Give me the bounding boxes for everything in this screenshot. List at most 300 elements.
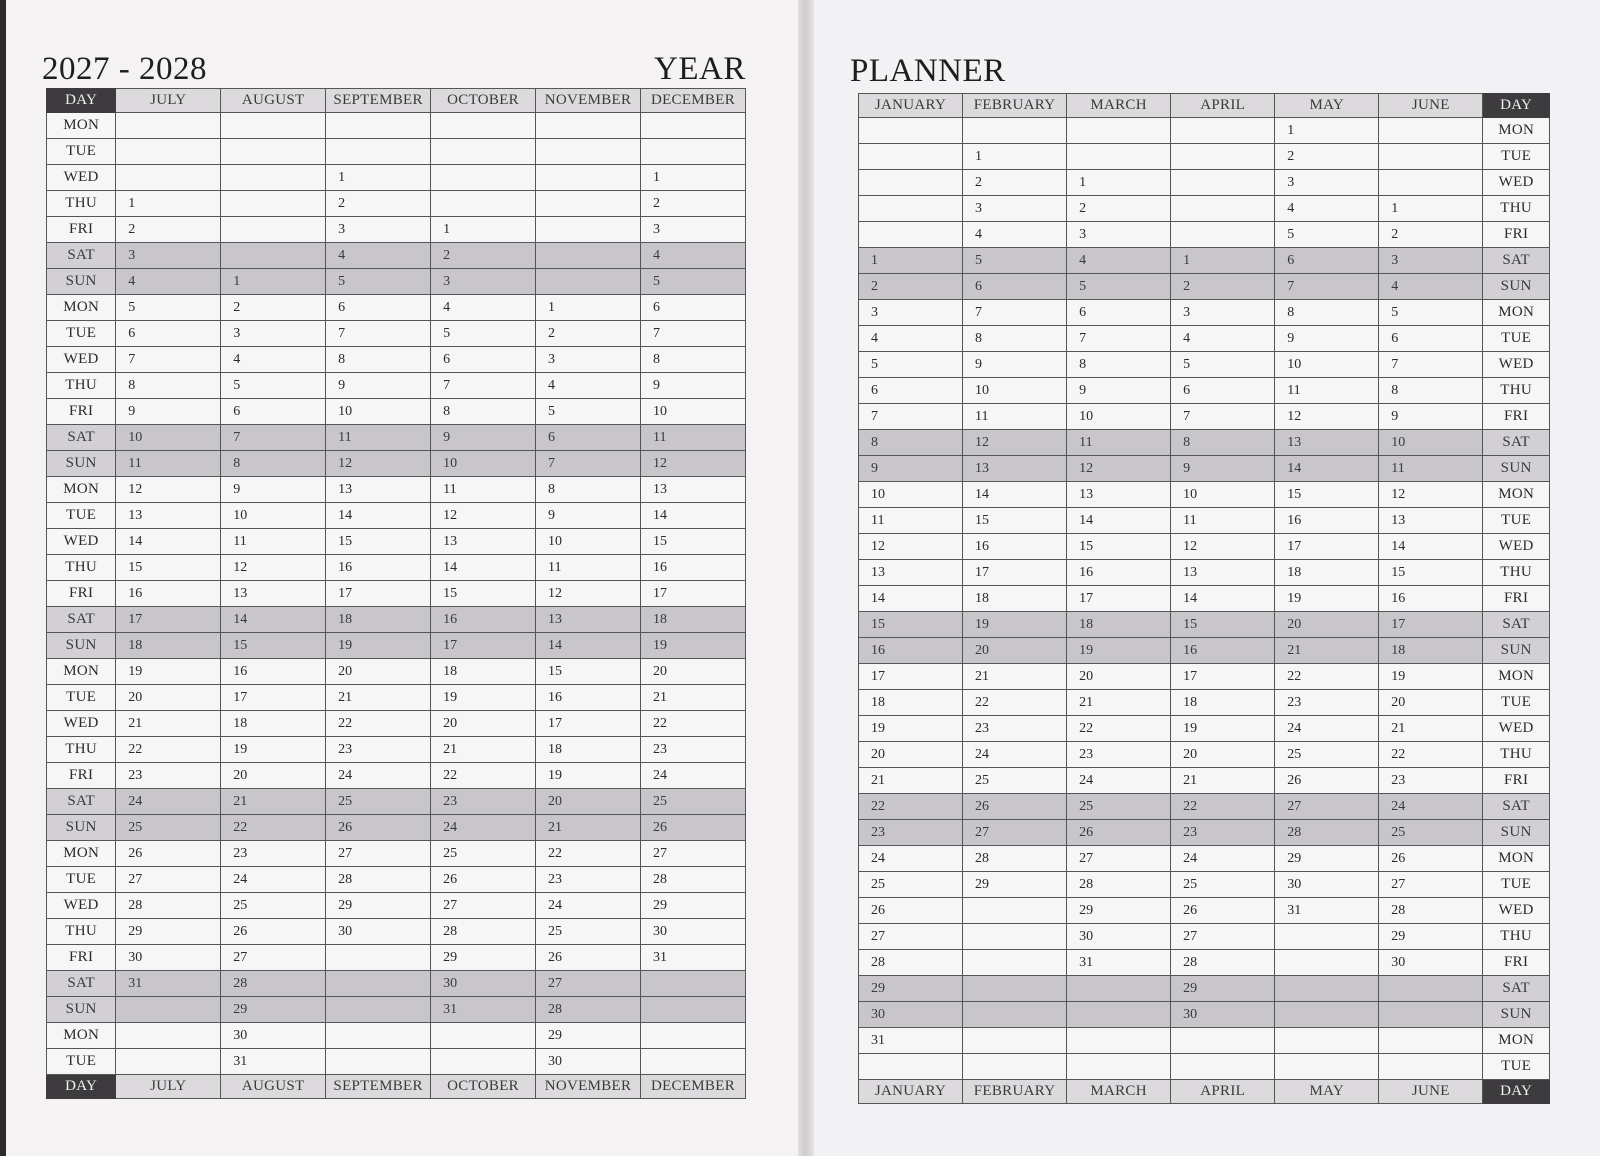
date-cell: 14 <box>326 503 431 529</box>
date-cell: 7 <box>431 373 536 399</box>
date-cell: 21 <box>326 685 431 711</box>
date-cell: 22 <box>640 711 745 737</box>
date-cell: 14 <box>221 607 326 633</box>
month-header-january: JANUARY <box>859 1080 963 1104</box>
date-cell <box>859 118 963 144</box>
date-cell: 6 <box>963 274 1067 300</box>
table-row <box>47 347 746 373</box>
date-cell: 4 <box>326 243 431 269</box>
table-row <box>47 815 746 841</box>
date-cell: 23 <box>963 716 1067 742</box>
date-cell: 2 <box>431 243 536 269</box>
date-cell <box>1171 222 1275 248</box>
date-cell <box>536 113 641 139</box>
date-cell: 28 <box>431 919 536 945</box>
date-cell: 7 <box>1379 352 1483 378</box>
date-cell: 6 <box>326 295 431 321</box>
date-cell: 27 <box>859 924 963 950</box>
date-cell: 15 <box>640 529 745 555</box>
date-cell: 13 <box>1171 560 1275 586</box>
date-cell: 21 <box>963 664 1067 690</box>
date-cell: 7 <box>221 425 326 451</box>
date-cell: 1 <box>116 191 221 217</box>
weekday-label: WED <box>1483 170 1550 196</box>
date-cell: 28 <box>1171 950 1275 976</box>
date-cell: 28 <box>1379 898 1483 924</box>
date-cell <box>431 191 536 217</box>
date-cell: 16 <box>221 659 326 685</box>
date-cell: 22 <box>221 815 326 841</box>
table-row <box>47 1023 746 1049</box>
date-cell: 30 <box>1171 1002 1275 1028</box>
date-cell: 25 <box>1275 742 1379 768</box>
date-cell: 18 <box>1379 638 1483 664</box>
date-cell: 12 <box>1275 404 1379 430</box>
date-cell <box>221 165 326 191</box>
date-cell: 13 <box>1379 508 1483 534</box>
date-cell: 28 <box>963 846 1067 872</box>
date-cell: 9 <box>116 399 221 425</box>
weekday-label: TUE <box>1483 1054 1550 1080</box>
date-cell: 2 <box>326 191 431 217</box>
weekday-label: TUE <box>1483 872 1550 898</box>
date-cell: 17 <box>1379 612 1483 638</box>
date-cell: 31 <box>1275 898 1379 924</box>
date-cell: 3 <box>221 321 326 347</box>
date-cell: 22 <box>116 737 221 763</box>
weekday-label: FRI <box>1483 950 1550 976</box>
date-cell: 7 <box>116 347 221 373</box>
weekday-label: TUE <box>1483 508 1550 534</box>
date-cell: 24 <box>640 763 745 789</box>
date-cell <box>116 165 221 191</box>
date-cell: 19 <box>1379 664 1483 690</box>
date-cell: 31 <box>640 945 745 971</box>
table-row <box>859 456 1550 482</box>
month-header-november: NOVEMBER <box>536 1075 641 1099</box>
date-cell: 14 <box>116 529 221 555</box>
date-cell: 14 <box>1171 586 1275 612</box>
date-cell: 13 <box>640 477 745 503</box>
date-cell <box>640 997 745 1023</box>
date-cell <box>963 976 1067 1002</box>
date-cell: 19 <box>536 763 641 789</box>
table-row <box>47 685 746 711</box>
date-cell <box>116 1049 221 1075</box>
date-cell: 11 <box>536 555 641 581</box>
date-cell: 21 <box>1275 638 1379 664</box>
date-cell: 30 <box>326 919 431 945</box>
page-title-years: 2027 - 2028 <box>42 51 207 87</box>
weekday-label: FRI <box>47 399 116 425</box>
weekday-label: TUE <box>1483 144 1550 170</box>
date-cell: 25 <box>221 893 326 919</box>
table-row <box>859 352 1550 378</box>
date-cell: 13 <box>536 607 641 633</box>
table-row <box>47 295 746 321</box>
date-cell: 16 <box>326 555 431 581</box>
date-cell <box>221 217 326 243</box>
date-cell: 31 <box>1067 950 1171 976</box>
date-cell: 20 <box>640 659 745 685</box>
date-cell: 6 <box>859 378 963 404</box>
date-cell: 18 <box>1275 560 1379 586</box>
date-cell <box>116 139 221 165</box>
date-cell: 13 <box>326 477 431 503</box>
date-cell: 23 <box>1067 742 1171 768</box>
month-header-july: JULY <box>116 89 221 113</box>
date-cell: 27 <box>1275 794 1379 820</box>
date-cell <box>221 243 326 269</box>
date-cell: 4 <box>1379 274 1483 300</box>
month-header-row-top <box>859 94 1550 118</box>
date-cell: 20 <box>326 659 431 685</box>
month-header-april: APRIL <box>1171 94 1275 118</box>
date-cell: 7 <box>1275 274 1379 300</box>
date-cell: 30 <box>536 1049 641 1075</box>
date-cell <box>1171 1028 1275 1054</box>
date-cell: 19 <box>221 737 326 763</box>
date-cell: 4 <box>431 295 536 321</box>
date-cell: 15 <box>536 659 641 685</box>
date-cell: 25 <box>116 815 221 841</box>
date-cell: 13 <box>963 456 1067 482</box>
date-cell: 12 <box>1067 456 1171 482</box>
date-cell: 5 <box>431 321 536 347</box>
date-cell: 8 <box>536 477 641 503</box>
date-cell: 5 <box>1275 222 1379 248</box>
date-cell: 20 <box>1067 664 1171 690</box>
weekday-label: THU <box>1483 924 1550 950</box>
date-cell: 5 <box>221 373 326 399</box>
date-cell: 2 <box>963 170 1067 196</box>
date-cell <box>1275 1002 1379 1028</box>
date-cell: 10 <box>1067 404 1171 430</box>
date-cell: 21 <box>640 685 745 711</box>
date-cell: 20 <box>859 742 963 768</box>
right-planner-table <box>858 93 1550 1104</box>
table-row <box>47 919 746 945</box>
date-cell: 15 <box>326 529 431 555</box>
date-cell: 20 <box>431 711 536 737</box>
table-row <box>859 612 1550 638</box>
date-cell: 12 <box>116 477 221 503</box>
date-cell: 30 <box>1379 950 1483 976</box>
date-cell <box>1171 1054 1275 1080</box>
month-header-march: MARCH <box>1067 94 1171 118</box>
date-cell <box>859 144 963 170</box>
date-cell: 24 <box>1275 716 1379 742</box>
date-cell: 27 <box>116 867 221 893</box>
date-cell: 17 <box>859 664 963 690</box>
date-cell <box>326 945 431 971</box>
date-cell: 29 <box>1067 898 1171 924</box>
table-row <box>47 945 746 971</box>
date-cell <box>431 165 536 191</box>
weekday-label: THU <box>1483 196 1550 222</box>
date-cell: 13 <box>859 560 963 586</box>
date-cell: 10 <box>536 529 641 555</box>
date-cell: 29 <box>221 997 326 1023</box>
date-cell: 10 <box>1379 430 1483 456</box>
date-cell: 16 <box>1275 508 1379 534</box>
month-header-december: DECEMBER <box>640 89 745 113</box>
weekday-label: SAT <box>47 789 116 815</box>
date-cell: 11 <box>640 425 745 451</box>
date-cell: 29 <box>326 893 431 919</box>
date-cell: 13 <box>431 529 536 555</box>
date-cell: 24 <box>326 763 431 789</box>
date-cell: 19 <box>859 716 963 742</box>
table-row <box>859 950 1550 976</box>
date-cell: 28 <box>536 997 641 1023</box>
table-row <box>47 711 746 737</box>
weekday-label: SUN <box>1483 820 1550 846</box>
date-cell: 9 <box>963 352 1067 378</box>
date-cell: 28 <box>859 950 963 976</box>
date-cell: 28 <box>326 867 431 893</box>
date-cell: 26 <box>431 867 536 893</box>
table-row <box>47 269 746 295</box>
date-cell <box>963 950 1067 976</box>
date-cell: 10 <box>1275 352 1379 378</box>
date-cell: 21 <box>536 815 641 841</box>
table-row <box>859 716 1550 742</box>
date-cell: 12 <box>1171 534 1275 560</box>
date-cell: 22 <box>859 794 963 820</box>
date-cell: 27 <box>963 820 1067 846</box>
date-cell: 21 <box>116 711 221 737</box>
weekday-label: WED <box>47 347 116 373</box>
table-row <box>859 586 1550 612</box>
date-cell: 23 <box>536 867 641 893</box>
date-cell <box>963 924 1067 950</box>
date-cell: 9 <box>859 456 963 482</box>
date-cell: 22 <box>326 711 431 737</box>
date-cell: 6 <box>640 295 745 321</box>
weekday-label: THU <box>1483 378 1550 404</box>
weekday-label: SAT <box>1483 976 1550 1002</box>
date-cell: 9 <box>431 425 536 451</box>
weekday-label: SAT <box>1483 794 1550 820</box>
date-cell: 22 <box>1171 794 1275 820</box>
date-cell: 29 <box>859 976 963 1002</box>
date-cell: 11 <box>1171 508 1275 534</box>
date-cell: 14 <box>431 555 536 581</box>
date-cell: 27 <box>431 893 536 919</box>
date-cell: 2 <box>221 295 326 321</box>
month-header-may: MAY <box>1275 1080 1379 1104</box>
date-cell: 20 <box>221 763 326 789</box>
date-cell <box>859 1054 963 1080</box>
month-header-august: AUGUST <box>221 89 326 113</box>
table-row <box>859 222 1550 248</box>
date-cell: 19 <box>1067 638 1171 664</box>
date-cell: 24 <box>1067 768 1171 794</box>
date-cell: 1 <box>536 295 641 321</box>
date-cell: 7 <box>1171 404 1275 430</box>
weekday-label: SAT <box>1483 612 1550 638</box>
date-cell <box>536 165 641 191</box>
weekday-label: WED <box>1483 534 1550 560</box>
date-cell: 12 <box>640 451 745 477</box>
date-cell: 22 <box>1379 742 1483 768</box>
date-cell: 17 <box>536 711 641 737</box>
date-cell: 14 <box>640 503 745 529</box>
table-row <box>859 248 1550 274</box>
date-cell: 16 <box>1171 638 1275 664</box>
date-cell: 18 <box>1067 612 1171 638</box>
date-cell: 3 <box>116 243 221 269</box>
date-cell: 2 <box>640 191 745 217</box>
date-cell: 16 <box>116 581 221 607</box>
date-cell <box>326 1049 431 1075</box>
date-cell: 17 <box>326 581 431 607</box>
date-cell: 17 <box>221 685 326 711</box>
table-row <box>47 165 746 191</box>
date-cell: 26 <box>536 945 641 971</box>
date-cell: 27 <box>1379 872 1483 898</box>
weekday-label: THU <box>1483 560 1550 586</box>
date-cell: 20 <box>963 638 1067 664</box>
table-row <box>859 1002 1550 1028</box>
date-cell: 2 <box>536 321 641 347</box>
book-gutter <box>798 0 814 1156</box>
table-row <box>859 924 1550 950</box>
date-cell: 29 <box>963 872 1067 898</box>
date-cell <box>1171 196 1275 222</box>
month-header-row-bottom <box>47 1075 746 1099</box>
date-cell: 11 <box>221 529 326 555</box>
date-cell <box>431 113 536 139</box>
table-row <box>859 690 1550 716</box>
date-cell: 7 <box>326 321 431 347</box>
date-cell: 30 <box>1067 924 1171 950</box>
date-cell: 23 <box>1171 820 1275 846</box>
date-cell <box>116 1023 221 1049</box>
month-header-row-bottom <box>859 1080 1550 1104</box>
date-cell: 10 <box>963 378 1067 404</box>
date-cell: 22 <box>1275 664 1379 690</box>
table-row <box>859 274 1550 300</box>
date-cell: 5 <box>536 399 641 425</box>
date-cell: 27 <box>1067 846 1171 872</box>
weekday-label: FRI <box>47 581 116 607</box>
date-cell: 28 <box>221 971 326 997</box>
date-cell: 10 <box>640 399 745 425</box>
date-cell: 14 <box>1379 534 1483 560</box>
date-cell: 28 <box>640 867 745 893</box>
date-cell: 20 <box>116 685 221 711</box>
table-row <box>47 893 746 919</box>
weekday-label: SAT <box>47 971 116 997</box>
weekday-label: SUN <box>1483 1002 1550 1028</box>
date-cell <box>963 118 1067 144</box>
table-row <box>859 1028 1550 1054</box>
date-cell <box>859 222 963 248</box>
date-cell <box>326 139 431 165</box>
date-cell: 3 <box>1275 170 1379 196</box>
date-cell: 4 <box>640 243 745 269</box>
month-header-february: FEBRUARY <box>963 94 1067 118</box>
weekday-label: MON <box>1483 300 1550 326</box>
date-cell: 18 <box>221 711 326 737</box>
month-header-november: NOVEMBER <box>536 89 641 113</box>
date-cell: 3 <box>859 300 963 326</box>
date-cell <box>1275 924 1379 950</box>
weekday-label: SAT <box>47 243 116 269</box>
date-cell: 3 <box>640 217 745 243</box>
date-cell: 16 <box>1067 560 1171 586</box>
weekday-label: MON <box>1483 664 1550 690</box>
date-cell <box>1275 1028 1379 1054</box>
date-cell: 5 <box>1067 274 1171 300</box>
date-cell: 14 <box>536 633 641 659</box>
date-cell: 11 <box>326 425 431 451</box>
date-cell <box>1379 118 1483 144</box>
weekday-label: WED <box>1483 898 1550 924</box>
weekday-label: THU <box>47 373 116 399</box>
table-row <box>47 139 746 165</box>
table-row <box>47 243 746 269</box>
date-cell: 26 <box>859 898 963 924</box>
date-cell: 21 <box>859 768 963 794</box>
date-cell: 17 <box>1067 586 1171 612</box>
date-cell: 9 <box>326 373 431 399</box>
date-cell: 1 <box>431 217 536 243</box>
date-cell: 21 <box>221 789 326 815</box>
table-row <box>47 373 746 399</box>
weekday-label: MON <box>1483 846 1550 872</box>
date-cell: 27 <box>536 971 641 997</box>
date-cell: 1 <box>221 269 326 295</box>
weekday-label: FRI <box>1483 222 1550 248</box>
table-row <box>859 534 1550 560</box>
date-cell: 24 <box>859 846 963 872</box>
date-cell: 16 <box>640 555 745 581</box>
date-cell <box>536 191 641 217</box>
weekday-label: MON <box>47 113 116 139</box>
month-header-may: MAY <box>1275 94 1379 118</box>
date-cell: 2 <box>1067 196 1171 222</box>
date-cell: 6 <box>1275 248 1379 274</box>
date-cell <box>326 1023 431 1049</box>
date-cell: 9 <box>1171 456 1275 482</box>
date-cell: 15 <box>963 508 1067 534</box>
weekday-label: WED <box>1483 716 1550 742</box>
date-cell <box>963 898 1067 924</box>
date-cell <box>326 971 431 997</box>
month-header-september: SEPTEMBER <box>326 89 431 113</box>
day-column-header: DAY <box>47 89 116 113</box>
date-cell <box>1379 144 1483 170</box>
table-row <box>859 820 1550 846</box>
weekday-label: TUE <box>47 867 116 893</box>
date-cell <box>536 139 641 165</box>
date-cell <box>1067 1028 1171 1054</box>
date-cell: 24 <box>116 789 221 815</box>
date-cell: 24 <box>536 893 641 919</box>
date-cell: 8 <box>116 373 221 399</box>
date-cell <box>1275 976 1379 1002</box>
date-cell: 28 <box>1275 820 1379 846</box>
date-cell <box>1067 1002 1171 1028</box>
date-cell: 9 <box>1379 404 1483 430</box>
table-row <box>47 555 746 581</box>
weekday-label: SAT <box>47 607 116 633</box>
date-cell: 1 <box>963 144 1067 170</box>
date-cell: 25 <box>326 789 431 815</box>
